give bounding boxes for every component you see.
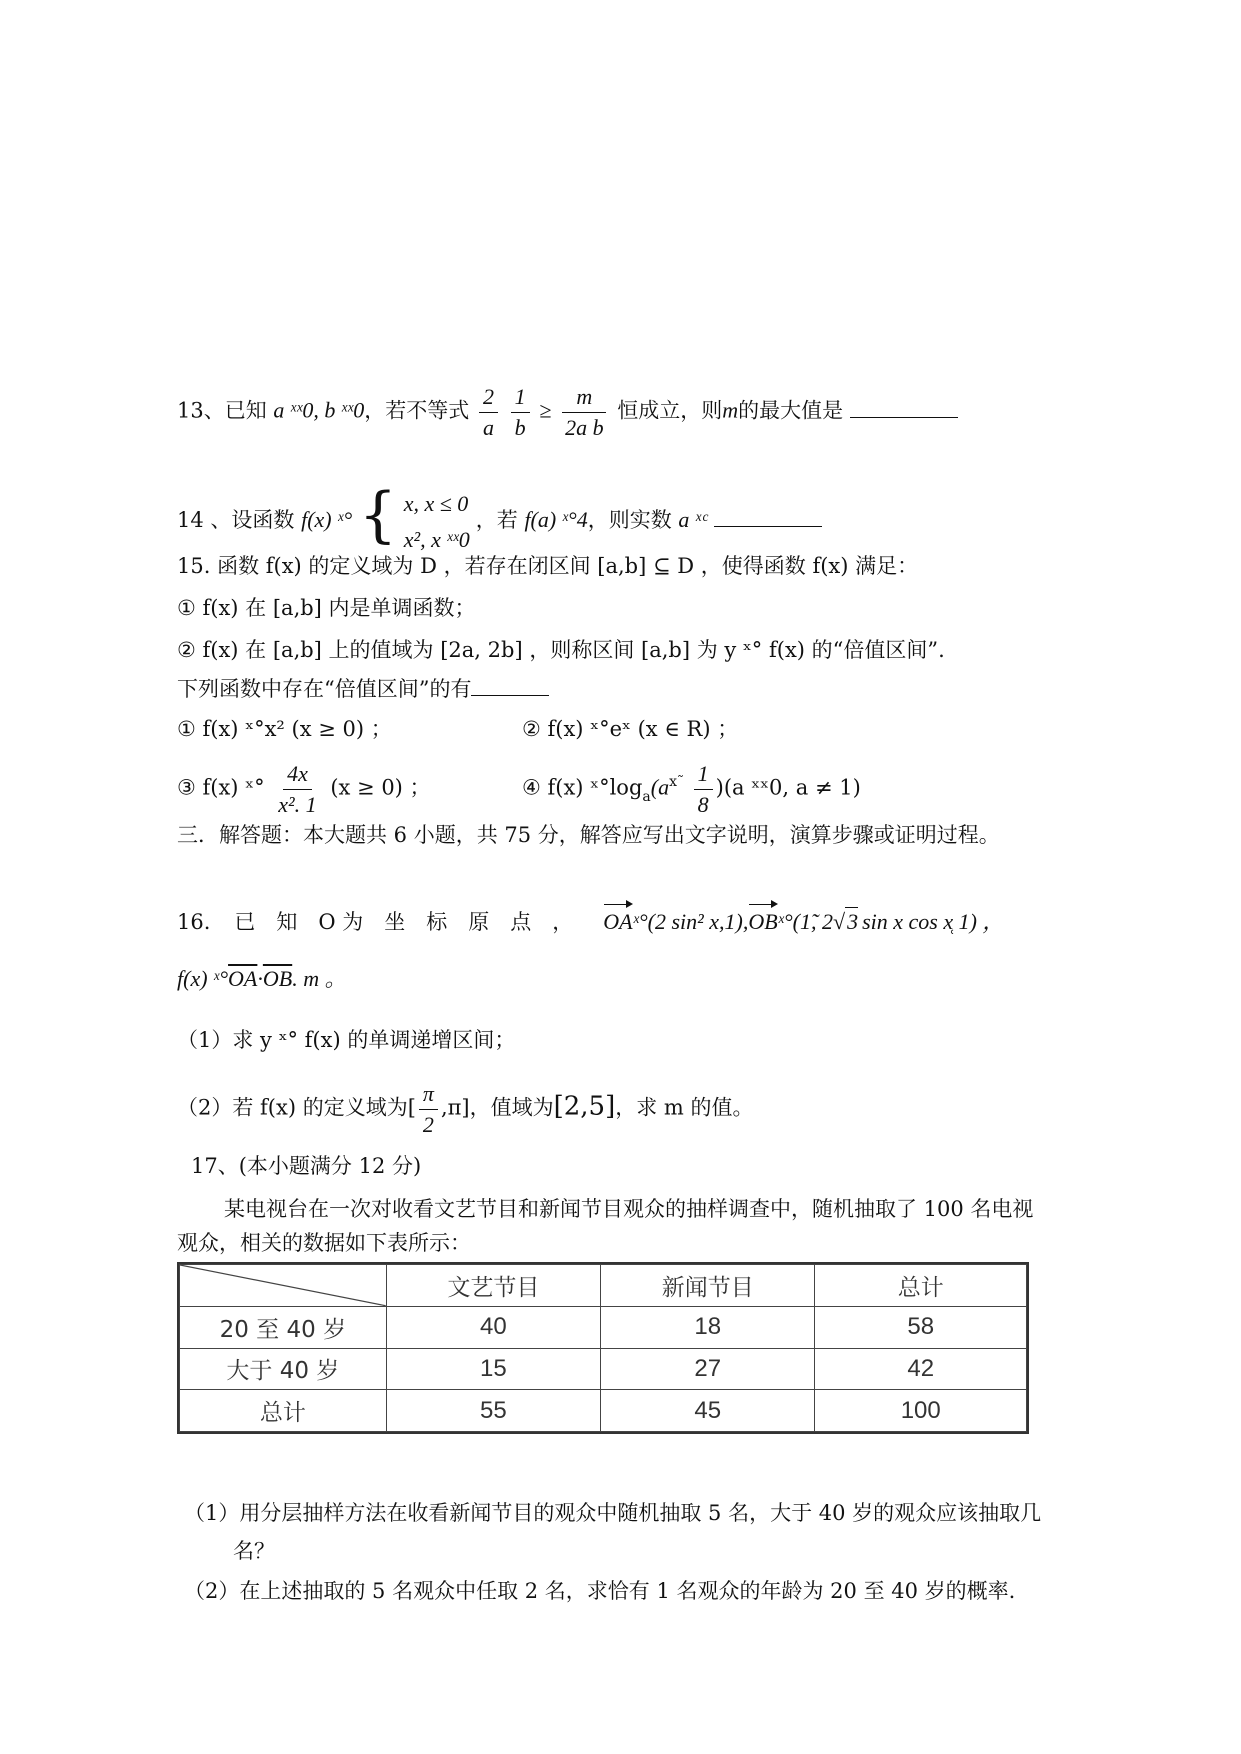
- table-cell: 15: [386, 1348, 600, 1390]
- q16-number: 16.: [177, 910, 211, 934]
- q14-fa: f(a) ˣ°4: [524, 507, 588, 532]
- q15-option-1: ① f(x) ˣ°x² (x ≥ 0) ；: [177, 717, 392, 741]
- q15-prompt-text: 下列函数中存在“倍值区间”的有: [177, 677, 472, 701]
- table-header-cell: 总计: [815, 1265, 1027, 1307]
- table-cell: 55: [386, 1390, 600, 1432]
- question-13: [177, 383, 958, 441]
- q15-condition-1: ① f(x) 在 [a,b] 内是单调函数；: [177, 596, 476, 620]
- q15-answer-blank[interactable]: [471, 695, 549, 696]
- q14-answer-blank[interactable]: [714, 526, 822, 527]
- q16-vector-ob: OB: [748, 904, 777, 936]
- table-cell: 42: [815, 1348, 1027, 1390]
- q17-part-1: （1）用分层抽样方法在收看新闻节目的观众中随机抽取 5 名，大于 40 岁的观众应该抽取几: [184, 1501, 1042, 1525]
- q16-text: 已 知 O 为 坐 标 原 点 ，: [234, 910, 574, 934]
- table-row: [180, 1306, 1027, 1348]
- q17-data-table: [177, 1262, 1029, 1434]
- q15-option-2: ② f(x) ˣ°eˣ (x ∈ R) ；: [522, 717, 739, 741]
- table-cell: 45: [601, 1390, 815, 1432]
- q15-stem: 15. 函数 f(x) 的定义域为 D ，若存在闭区间 [a,b] ⊆ D ，使得函数 f(x) 满足：: [177, 554, 919, 578]
- q15-option-4-fraction: $\frac{1}{8}$: [694, 760, 713, 818]
- q15-prompt: [177, 676, 549, 702]
- q14-var-a: a ˣᶜ: [678, 507, 707, 532]
- q13-geq-sign: ≥: [539, 397, 552, 423]
- q13-text: 已知: [224, 398, 267, 423]
- q13-answer-blank[interactable]: [850, 417, 958, 418]
- q14-function-f: f(x) ˣ°: [301, 507, 353, 532]
- section-3-heading: 三．解答题：本大题共 6 小题，共 75 分，解答应写出文字说明，演算步骤或证明过程。: [177, 823, 1000, 847]
- q15-option-4: ④ f(x) $ˣ^\circ\log_a(a^{x˜}$ $\frac{1}{8}$ )(a ˣˣ0, a ≠ 1): [522, 761, 861, 817]
- q16-part-1: （1）求 y ˣ° f(x) 的单调递增区间；: [177, 1028, 516, 1052]
- q15-option-3: ③ f(x) ˣ° $\frac{4x}{\text{x². 1}}$ (x ≥ 0) ；: [177, 761, 431, 817]
- q16-function-def: f(x) $ˣ^\circ\overline{OA}\cdot\overline{OB}$. m 。: [177, 966, 347, 991]
- q13-number: 13、: [177, 398, 225, 423]
- q16-range: [2,5]: [553, 1091, 616, 1122]
- q16-sqrt-3: 3: [847, 909, 859, 934]
- table-cell: 100: [815, 1390, 1027, 1432]
- q17-part-1-continued: 名？: [233, 1539, 275, 1563]
- q13-condition: a ˣˣ0, b ˣˣ0: [273, 397, 365, 423]
- q16-vector-ob-2: $\overline{OB}$: [262, 966, 293, 991]
- q13-fraction-2-a: $\frac{2}{a}$: [479, 383, 498, 441]
- table-header-row: [180, 1265, 1027, 1307]
- q14-case-1: x, x ≤ 0: [403, 491, 469, 517]
- q13-text: 恒成立，则: [617, 398, 723, 423]
- table-row: [180, 1348, 1027, 1390]
- table-header-cell: 文艺节目: [386, 1265, 600, 1307]
- table-row: [180, 1390, 1027, 1432]
- q13-text: 的最大值是: [738, 398, 844, 423]
- q15-condition-2: ② f(x) 在 [a,b] 上的值域为 [2a, 2b] ，则称区间 [a,b] 为 y ˣ° f(x) 的“倍值区间”.: [177, 638, 945, 662]
- table-cell: 58: [815, 1306, 1027, 1348]
- q13-text: ，若不等式: [364, 398, 470, 423]
- q16-vector-oa: OA: [603, 904, 632, 936]
- q17-part-2: （2）在上述抽取的 5 名观众中任取 2 名，求恰有 1 名观众的年龄为 20 至 40 岁的概率.: [184, 1579, 1016, 1603]
- table-cell: 18: [601, 1306, 815, 1348]
- q13-fraction-m: $\frac{m}{\text{2a b}}$: [561, 383, 608, 441]
- table-row-label: 大于 40 岁: [180, 1348, 387, 1390]
- table-cell: 27: [601, 1348, 815, 1390]
- q14-number: 14 、: [177, 508, 232, 532]
- q17-paragraph-1: 某电视台在一次对收看文艺节目和新闻节目观众的抽样调查中，随机抽取了 100 名电视: [224, 1197, 1034, 1221]
- q13-var-m: m: [722, 397, 739, 423]
- q13-fraction-1-b: $\frac{1}{b}$: [511, 383, 530, 441]
- table-row-label: 20 至 40 岁: [180, 1306, 387, 1348]
- q16-part-2: （2）若 f(x) 的定义域为[ $\frac{\pi}{2}$ ,π]，值域为[2,5]，求 m 的值。: [177, 1081, 754, 1137]
- diagonal-line-icon: [180, 1265, 386, 1306]
- left-brace-icon: {: [358, 480, 398, 550]
- q14-piecewise-cases: [404, 486, 470, 556]
- q14-text: ，则实数: [587, 508, 672, 532]
- table-corner-cell: [180, 1265, 387, 1307]
- q14-text: ，若: [475, 508, 518, 532]
- question-14: [177, 470, 822, 557]
- q14-case-2: x², x ˣˣ0: [403, 526, 470, 552]
- q14-text: 设函数: [231, 508, 295, 532]
- table-cell: 40: [386, 1306, 600, 1348]
- q17-paragraph-2: 观众，相关的数据如下表所示：: [177, 1231, 471, 1255]
- table-header-cell: 新闻节目: [601, 1265, 815, 1307]
- table-row-label: 总计: [180, 1390, 387, 1432]
- q17-title: 17、(本小题满分 12 分): [191, 1154, 422, 1178]
- q15-option-3-fraction: $\frac{4x}{\text{x². 1}}$: [278, 761, 317, 817]
- question-16: 16. 已 知 O 为 坐 标 原 点 ， OA ˣ°(2 sin² x,1), OB ˣ°(1̃, 2 √ 3 sin x cos x̜ 1) ，: [177, 904, 1057, 936]
- q16-pi-over-2: $\frac{\pi}{2}$: [419, 1080, 438, 1138]
- q16-vector-oa-2: $\overline{OA}$: [228, 966, 258, 991]
